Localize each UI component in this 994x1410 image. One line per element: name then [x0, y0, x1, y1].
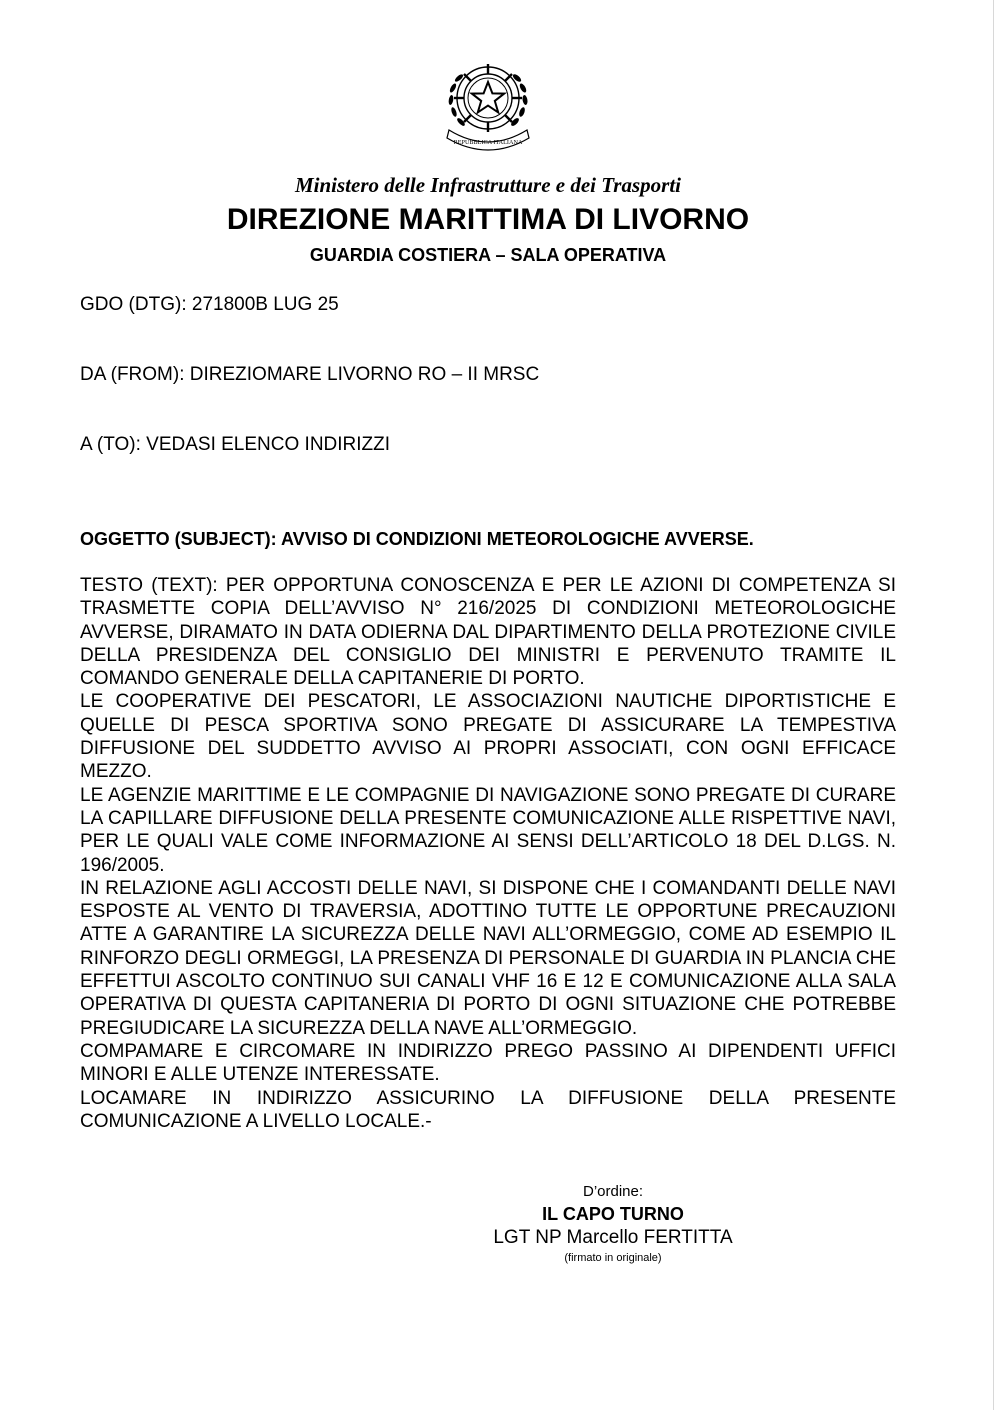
text-paragraph: IN RELAZIONE AGLI ACCOSTI DELLE NAVI, SI DISPONE CHE I COMANDANTI DELLE NAVI ESPOSTE AL VENTO DI TRAVERSIA, ADOTTINO TUTTE LE OPPORTUNE PRECAUZIONI ATTE A GARANTIRE LA SICUREZZA DELLE NAVI ALL’ORMEGGIO, COME AD ESEMPIO IL RINFORZO DEGLI ORMEGGI, LA PRESENZA DI PERSONALE DI GUARDIA IN PLANCIA CHE EFFETTUI ASCOLTO CONTINUO SUI CANALI VHF 16 E 12 E COMUNICAZIONE ALLA SALA OPERATIVA DI QUESTA CAPITANERIA DI PORTO DI OGNI SITUAZIONE CHE POTREBBE PREGIUDICARE LA SICUREZZA DELLA NAVE ALL’ORMEGGIO.: [80, 877, 896, 1039]
gdo-field: GDO (DTG): 271800B LUG 25: [80, 294, 339, 315]
signature-note: (firmato in originale): [564, 1252, 662, 1264]
to-field: A (TO): VEDASI ELENCO INDIRIZZI: [80, 434, 391, 455]
signature-name: LGT NP Marcello FERTITTA: [493, 1227, 733, 1248]
text-paragraph: LE AGENZIE MARITTIME E LE COMPAGNIE DI NAVIGAZIONE SONO PREGATE DI CURARE LA CAPILLARE DIFFUSIONE DELLA PRESENTE COMUNICAZIONE ALLE RISPETTIVE NAVI, PER LE QUALI VALE COME INFORMAZIONE AI SENSI DELL’ARTICOLO 18 DEL D.LGS. N. 196/2005.: [80, 784, 896, 876]
from-field: DA (FROM): DIREZIOMARE LIVORNO RO – II MRSC: [80, 364, 540, 385]
ministry-name: Ministero delle Infrastrutture e dei Trasporti: [294, 173, 681, 197]
text-paragraph: LE COOPERATIVE DEI PESCATORI, LE ASSOCIAZIONI NAUTICHE DIPORTISTICHE E QUELLE DI PESCA SPORTIVA SONO PREGATE DI ASSICURARE LA TEMPESTIVA DIFFUSIONE DEL SUDDETTO AVVISO AI PROPRI ASSOCIATI, CON OGNI EFFICACE MEZZO.: [80, 691, 896, 783]
signature-title: IL CAPO TURNO: [542, 1204, 684, 1224]
text-paragraph: LOCAMARE IN INDIRIZZO ASSICURINO LA DIFFUSIONE DELLA PRESENTE COMUNICAZIONE A LIVELLO LOCALE.-: [80, 1087, 896, 1132]
signature-order: D’ordine:: [582, 1183, 644, 1200]
text-paragraph: COMPAMARE E CIRCOMARE IN INDIRIZZO PREGO PASSINO AI DIPENDENTI UFFICI MINORI E ALLE UTENZE INTERESSATE.: [80, 1040, 896, 1086]
emblem-of-italy-icon: [443, 58, 533, 152]
message-text: [80, 574, 896, 1133]
office-subtitle: GUARDIA COSTIERA – SALA OPERATIVA: [309, 245, 667, 265]
text-paragraph: TESTO (TEXT): PER OPPORTUNA CONOSCENZA E PER LE AZIONI DI COMPETENZA SI TRASMETTE COPIA DELL’AVVISO N° 216/2025 DI CONDIZIONI METEOROLOGICHE AVVERSE, DIRAMATO IN DATA ODIERNA DAL DIPARTIMENTO DELLA PROTEZIONE CIVILE DELLA PRESIDENZA DEL CONSIGLIO DEI MINISTRI E PERVENUTO TRAMITE IL COMANDO GENERALE DELLA CAPITANERIE DI PORTO.: [80, 575, 896, 690]
subject-line: OGGETTO (SUBJECT): AVVISO DI CONDIZIONI METEOROLOGICHE AVVERSE.: [80, 529, 754, 549]
signature-block: [470, 1182, 756, 1266]
direction-title: DIREZIONE MARITTIMA DI LIVORNO: [226, 203, 750, 236]
emblem-ribbon-text: REPUBBLICA ITALIANA: [453, 139, 523, 146]
